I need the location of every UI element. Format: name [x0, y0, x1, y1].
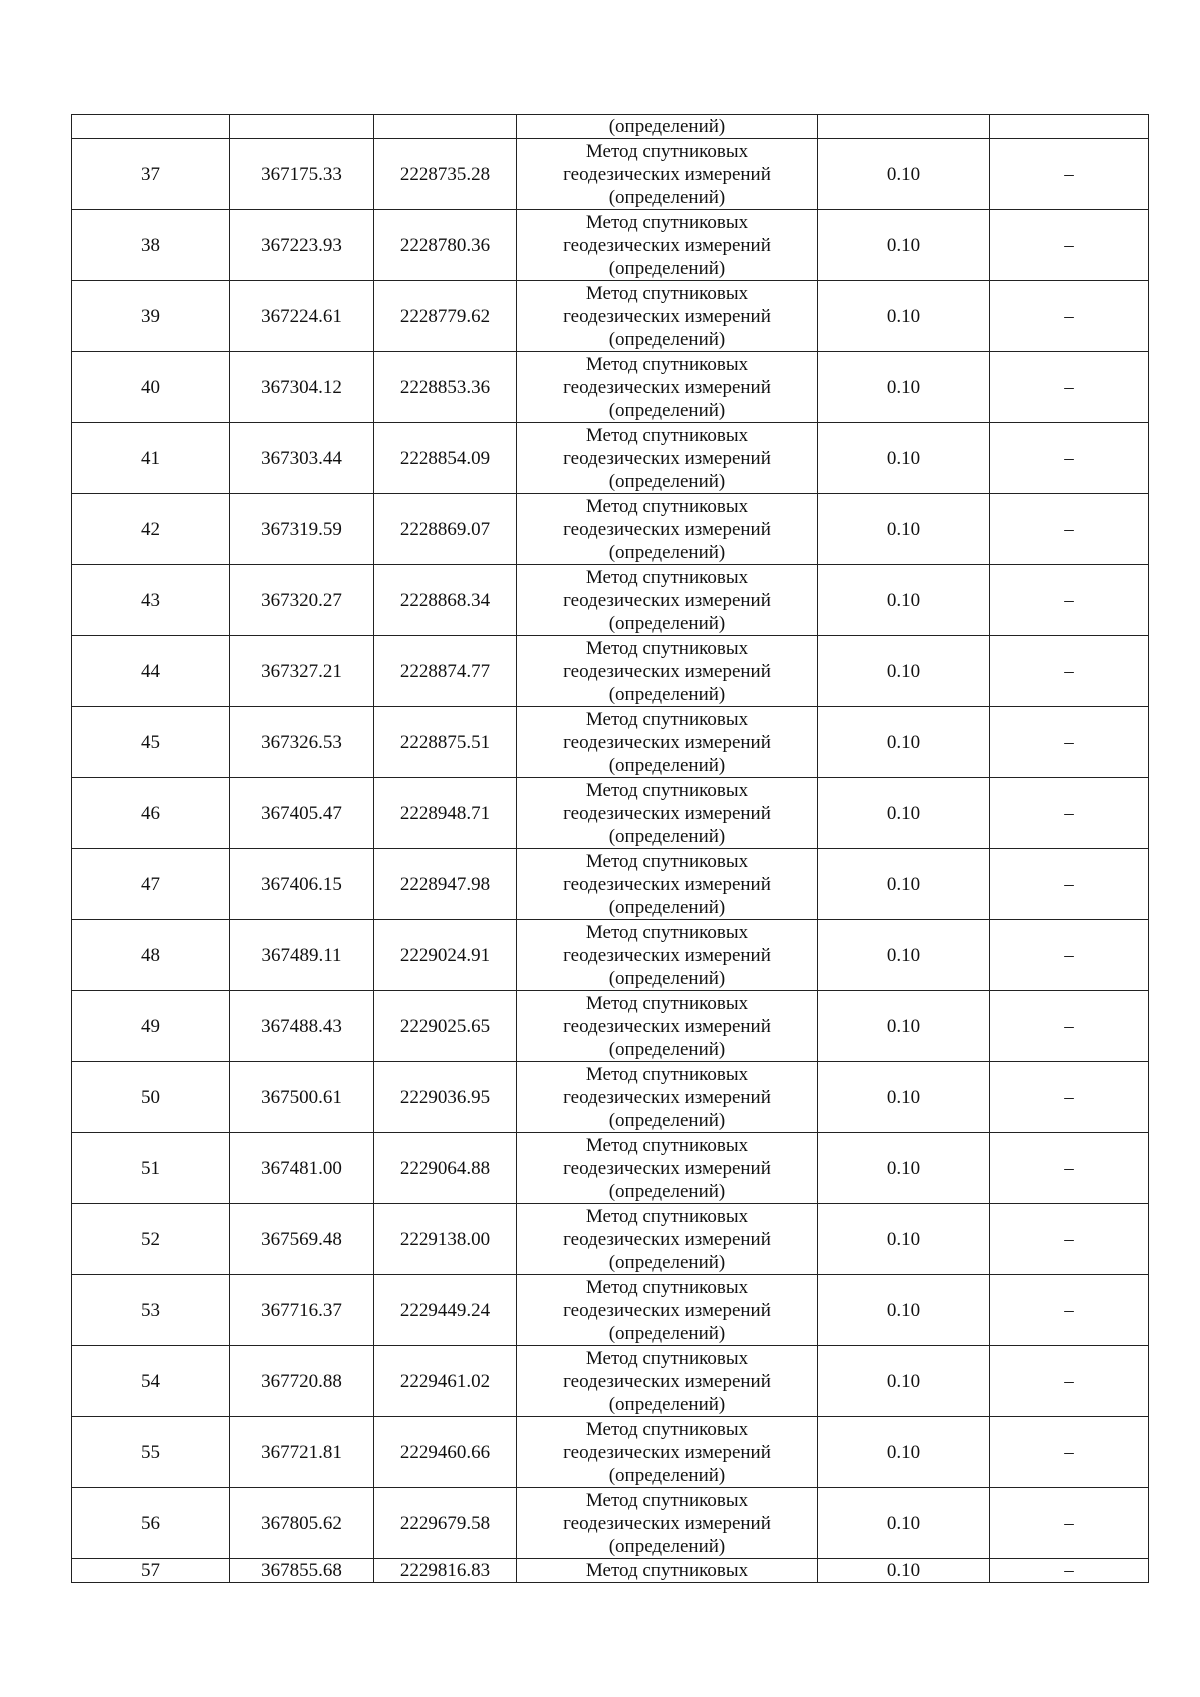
cell-note: –	[990, 139, 1149, 210]
cell-y: 2229024.91	[374, 920, 517, 991]
method-line: Метод спутниковых	[585, 282, 749, 304]
method-line: геодезических измерений	[563, 1512, 771, 1534]
cell-accuracy: 0.10	[818, 636, 990, 707]
method-line: Метод спутниковых	[585, 211, 749, 233]
cell-accuracy: 0.10	[818, 1204, 990, 1275]
method-line: геодезических измерений	[563, 163, 771, 185]
cell-y: 2229064.88	[374, 1133, 517, 1204]
cell-accuracy: 0.10	[818, 565, 990, 636]
method-line: Метод спутниковых	[585, 1347, 749, 1369]
method-line: Метод спутниковых	[585, 850, 749, 872]
cell-y: 2229138.00	[374, 1204, 517, 1275]
cell-x: 367303.44	[230, 423, 374, 494]
cell-x: 367481.00	[230, 1133, 374, 1204]
method-line: (определений)	[608, 612, 726, 634]
cell-accuracy: 0.10	[818, 352, 990, 423]
method-line: (определений)	[608, 470, 726, 492]
cell-accuracy: 0.10	[818, 778, 990, 849]
cell-note	[990, 115, 1149, 139]
coordinates-table	[71, 114, 1149, 1583]
cell-accuracy: 0.10	[818, 1275, 990, 1346]
table-row	[72, 1417, 1149, 1488]
cell-num: 42	[72, 494, 230, 565]
method-line: Метод спутниковых	[585, 495, 749, 517]
method-line: (определений)	[608, 967, 726, 989]
table-row-partial	[72, 1559, 1149, 1583]
table-row	[72, 778, 1149, 849]
cell-accuracy: 0.10	[818, 1559, 990, 1583]
cell-method: (определений)	[517, 115, 818, 139]
table-row	[72, 991, 1149, 1062]
cell-note: –	[990, 565, 1149, 636]
table-row	[72, 636, 1149, 707]
cell-method	[517, 636, 818, 707]
cell-method	[517, 139, 818, 210]
cell-note: –	[990, 423, 1149, 494]
table-row	[72, 1488, 1149, 1559]
method-line: геодезических измерений	[563, 944, 771, 966]
cell-note: –	[990, 1133, 1149, 1204]
cell-x: 367489.11	[230, 920, 374, 991]
cell-accuracy: 0.10	[818, 991, 990, 1062]
cell-num: 50	[72, 1062, 230, 1133]
cell-note: –	[990, 352, 1149, 423]
method-line: геодезических измерений	[563, 447, 771, 469]
cell-method	[517, 1417, 818, 1488]
cell-accuracy: 0.10	[818, 139, 990, 210]
cell-method	[517, 1275, 818, 1346]
cell-x: 367319.59	[230, 494, 374, 565]
method-line: геодезических измерений	[563, 1157, 771, 1179]
cell-accuracy: 0.10	[818, 281, 990, 352]
method-line: геодезических измерений	[563, 1228, 771, 1250]
cell-y: 2228874.77	[374, 636, 517, 707]
cell-note: –	[990, 1417, 1149, 1488]
table-row	[72, 494, 1149, 565]
method-line: геодезических измерений	[563, 731, 771, 753]
cell-num: 43	[72, 565, 230, 636]
cell-method	[517, 778, 818, 849]
cell-x: 367327.21	[230, 636, 374, 707]
cell-x: 367224.61	[230, 281, 374, 352]
cell-method	[517, 1133, 818, 1204]
method-line: (определений)	[608, 1464, 726, 1486]
cell-method: Метод спутниковых	[517, 1559, 818, 1583]
cell-method	[517, 1488, 818, 1559]
method-line: (определений)	[608, 1393, 726, 1415]
table-row	[72, 1133, 1149, 1204]
cell-note: –	[990, 920, 1149, 991]
cell-accuracy	[818, 115, 990, 139]
cell-num: 54	[72, 1346, 230, 1417]
method-line: геодезических измерений	[563, 589, 771, 611]
method-line: геодезических измерений	[563, 1015, 771, 1037]
table-row	[72, 707, 1149, 778]
cell-x: 367326.53	[230, 707, 374, 778]
method-line: Метод спутниковых	[585, 566, 749, 588]
method-line: (определений)	[608, 328, 726, 350]
cell-accuracy: 0.10	[818, 1062, 990, 1133]
method-line: Метод спутниковых	[585, 637, 749, 659]
method-line: геодезических измерений	[563, 1299, 771, 1321]
cell-method	[517, 423, 818, 494]
method-line: (определений)	[608, 257, 726, 279]
cell-y: 2228853.36	[374, 352, 517, 423]
cell-note: –	[990, 210, 1149, 281]
cell-x: 367855.68	[230, 1559, 374, 1583]
cell-note: –	[990, 1488, 1149, 1559]
cell-y: 2228780.36	[374, 210, 517, 281]
cell-y: 2229449.24	[374, 1275, 517, 1346]
cell-y: 2229679.58	[374, 1488, 517, 1559]
continuation-row	[72, 115, 1149, 139]
cell-method	[517, 1204, 818, 1275]
cell-method	[517, 707, 818, 778]
method-line: геодезических измерений	[563, 873, 771, 895]
cell-num: 41	[72, 423, 230, 494]
cell-accuracy: 0.10	[818, 423, 990, 494]
cell-accuracy: 0.10	[818, 210, 990, 281]
table-row	[72, 920, 1149, 991]
cell-y: 2228947.98	[374, 849, 517, 920]
method-line: (определений)	[608, 754, 726, 776]
cell-accuracy: 0.10	[818, 1488, 990, 1559]
cell-x: 367716.37	[230, 1275, 374, 1346]
method-line: (определений)	[608, 1109, 726, 1131]
cell-note: –	[990, 849, 1149, 920]
cell-num: 48	[72, 920, 230, 991]
table-row	[72, 1346, 1149, 1417]
table-row	[72, 1275, 1149, 1346]
cell-accuracy: 0.10	[818, 707, 990, 778]
method-line: Метод спутниковых	[585, 1489, 749, 1511]
table-row	[72, 352, 1149, 423]
method-line: Метод спутниковых	[585, 424, 749, 446]
method-line: геодезических измерений	[563, 305, 771, 327]
method-line: (определений)	[608, 186, 726, 208]
cell-accuracy: 0.10	[818, 494, 990, 565]
cell-x: 367720.88	[230, 1346, 374, 1417]
cell-note: –	[990, 636, 1149, 707]
cell-x: 367500.61	[230, 1062, 374, 1133]
cell-note: –	[990, 707, 1149, 778]
cell-y: 2228869.07	[374, 494, 517, 565]
cell-num: 37	[72, 139, 230, 210]
cell-y: 2229460.66	[374, 1417, 517, 1488]
method-line: геодезических измерений	[563, 1086, 771, 1108]
cell-note: –	[990, 281, 1149, 352]
table-row	[72, 1204, 1149, 1275]
table-row	[72, 281, 1149, 352]
method-line: (определений)	[608, 1251, 726, 1273]
cell-y: 2229816.83	[374, 1559, 517, 1583]
cell-num: 44	[72, 636, 230, 707]
cell-method	[517, 920, 818, 991]
method-line: Метод спутниковых	[585, 1134, 749, 1156]
cell-y: 2228735.28	[374, 139, 517, 210]
cell-num	[72, 115, 230, 139]
cell-x: 367405.47	[230, 778, 374, 849]
cell-note: –	[990, 1062, 1149, 1133]
table-row	[72, 1062, 1149, 1133]
table-row	[72, 849, 1149, 920]
table-row	[72, 139, 1149, 210]
method-line: (определений)	[608, 1535, 726, 1557]
method-line: (определений)	[608, 896, 726, 918]
method-line: Метод спутниковых	[585, 921, 749, 943]
method-line: геодезических измерений	[563, 802, 771, 824]
cell-method	[517, 210, 818, 281]
cell-accuracy: 0.10	[818, 1133, 990, 1204]
cell-num: 46	[72, 778, 230, 849]
method-line: Метод спутниковых	[585, 992, 749, 1014]
method-line: геодезических измерений	[563, 518, 771, 540]
cell-y: 2229025.65	[374, 991, 517, 1062]
method-line: (определений)	[608, 683, 726, 705]
cell-num: 51	[72, 1133, 230, 1204]
cell-method	[517, 849, 818, 920]
method-line: геодезических измерений	[563, 376, 771, 398]
cell-y: 2228779.62	[374, 281, 517, 352]
cell-num: 53	[72, 1275, 230, 1346]
cell-note: –	[990, 494, 1149, 565]
cell-num: 52	[72, 1204, 230, 1275]
cell-method	[517, 352, 818, 423]
method-line: геодезических измерений	[563, 234, 771, 256]
cell-x: 367569.48	[230, 1204, 374, 1275]
method-line: Метод спутниковых	[585, 1063, 749, 1085]
cell-method	[517, 281, 818, 352]
cell-note: –	[990, 991, 1149, 1062]
cell-note: –	[990, 778, 1149, 849]
method-line: Метод спутниковых	[585, 140, 749, 162]
cell-x: 367488.43	[230, 991, 374, 1062]
method-line: геодезических измерений	[563, 1441, 771, 1463]
table-row	[72, 423, 1149, 494]
cell-num: 56	[72, 1488, 230, 1559]
cell-note: –	[990, 1204, 1149, 1275]
cell-x	[230, 115, 374, 139]
cell-note: –	[990, 1275, 1149, 1346]
cell-num: 45	[72, 707, 230, 778]
cell-note: –	[990, 1346, 1149, 1417]
cell-x: 367406.15	[230, 849, 374, 920]
method-line: Метод спутниковых	[585, 1418, 749, 1440]
cell-x: 367320.27	[230, 565, 374, 636]
cell-accuracy: 0.10	[818, 1417, 990, 1488]
table-row	[72, 210, 1149, 281]
cell-y: 2229461.02	[374, 1346, 517, 1417]
cell-x: 367175.33	[230, 139, 374, 210]
method-line: Метод спутниковых	[585, 353, 749, 375]
cell-method	[517, 494, 818, 565]
cell-y: 2228868.34	[374, 565, 517, 636]
method-line: геодезических измерений	[563, 660, 771, 682]
method-line: геодезических измерений	[563, 1370, 771, 1392]
cell-num: 40	[72, 352, 230, 423]
table-body	[72, 115, 1149, 1583]
cell-method	[517, 1062, 818, 1133]
table-row	[72, 565, 1149, 636]
method-line: Метод спутниковых	[585, 779, 749, 801]
method-line: Метод спутниковых	[585, 708, 749, 730]
method-line: Метод спутниковых	[585, 1276, 749, 1298]
cell-y: 2229036.95	[374, 1062, 517, 1133]
cell-num: 57	[72, 1559, 230, 1583]
method-line: (определений)	[608, 1180, 726, 1202]
cell-accuracy: 0.10	[818, 849, 990, 920]
cell-method	[517, 991, 818, 1062]
cell-y	[374, 115, 517, 139]
cell-num: 55	[72, 1417, 230, 1488]
cell-accuracy: 0.10	[818, 920, 990, 991]
method-line: (определений)	[608, 1038, 726, 1060]
cell-method	[517, 565, 818, 636]
method-line: (определений)	[608, 1322, 726, 1344]
cell-x: 367304.12	[230, 352, 374, 423]
cell-x: 367223.93	[230, 210, 374, 281]
cell-num: 39	[72, 281, 230, 352]
cell-num: 47	[72, 849, 230, 920]
cell-y: 2228948.71	[374, 778, 517, 849]
cell-x: 367805.62	[230, 1488, 374, 1559]
cell-note: –	[990, 1559, 1149, 1583]
method-line: (определений)	[608, 825, 726, 847]
cell-method	[517, 1346, 818, 1417]
cell-x: 367721.81	[230, 1417, 374, 1488]
method-line: (определений)	[608, 399, 726, 421]
method-line: Метод спутниковых	[585, 1205, 749, 1227]
cell-num: 49	[72, 991, 230, 1062]
method-line: (определений)	[608, 541, 726, 563]
cell-num: 38	[72, 210, 230, 281]
cell-y: 2228875.51	[374, 707, 517, 778]
cell-y: 2228854.09	[374, 423, 517, 494]
cell-accuracy: 0.10	[818, 1346, 990, 1417]
